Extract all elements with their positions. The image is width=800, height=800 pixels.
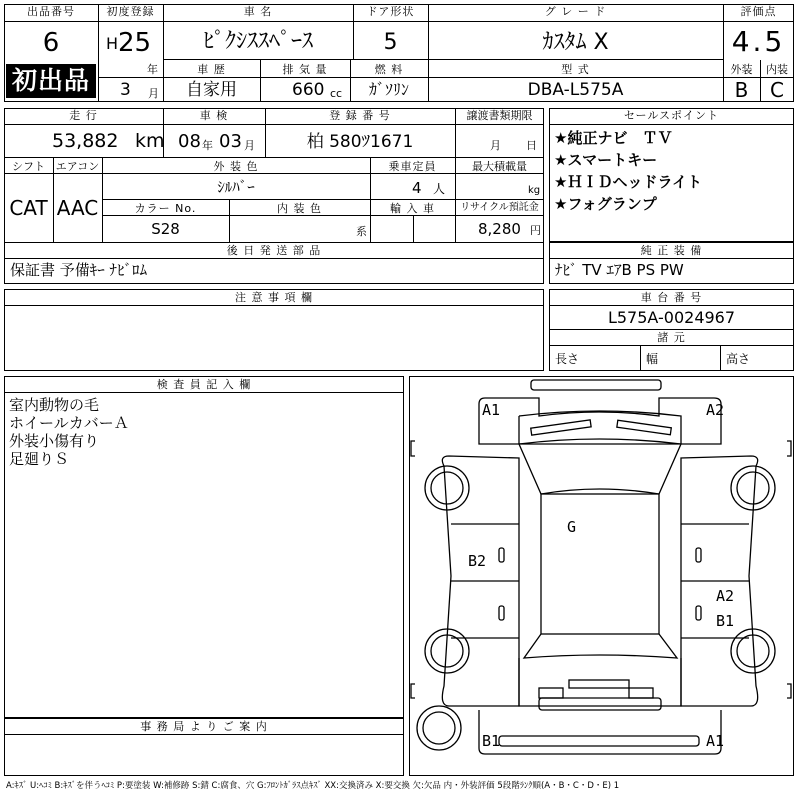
genuine-equipment-label: 純 正 装 備 xyxy=(640,244,703,257)
int-color-unit: 系 xyxy=(356,225,367,238)
reg-no: 柏 580ﾂ1671 xyxy=(306,132,414,152)
inspection-label: 車 検 xyxy=(199,109,229,122)
length-label: 長さ xyxy=(555,352,580,366)
import-label: 輸 入 車 xyxy=(390,202,435,215)
transfer-label: 譲渡書類期限 xyxy=(466,109,533,122)
history: 自家用 xyxy=(186,80,237,100)
grade-label: グ レ ー ド xyxy=(544,5,607,18)
first-reg-year-unit: 年 xyxy=(147,63,158,76)
capacity-label: 乗車定員 xyxy=(388,160,437,173)
damage-mark-right-side-b: B1 xyxy=(716,612,735,630)
inspector-label: 検 査 員 記 入 欄 xyxy=(156,378,252,391)
mileage-unit: km xyxy=(135,130,165,152)
later-parts: 保証書 予備ｷｰ ﾅﾋﾞﾛﾑ xyxy=(10,261,148,279)
lot-number-label: 出品番号 xyxy=(27,5,75,18)
inspector-note: 外装小傷有り xyxy=(9,432,100,450)
damage-mark-front-right: A2 xyxy=(706,401,725,419)
ext-color-label: 外 装 色 xyxy=(213,160,259,173)
color-no: S28 xyxy=(151,220,180,238)
specs-label: 諸 元 xyxy=(657,331,686,344)
office-label: 事 務 局 よ り ご 案 内 xyxy=(140,720,268,733)
transfer-day-unit: 日 xyxy=(526,139,537,152)
model: DBA-L575A xyxy=(527,80,624,100)
int-color-label: 内 装 色 xyxy=(277,202,322,215)
ac: AAC xyxy=(56,196,99,220)
genuine-equipment: ﾅﾋﾞ TV ｴｱB PS PW xyxy=(555,261,684,279)
max-load-label: 最大積載量 xyxy=(472,160,527,173)
legend: A:ｷｽﾞ U:ﾍｺﾐ B:ｷｽﾞを伴うﾍｺﾐ P:要塗装 W:補修跡 S:錆 C:腐食、穴 G:ﾌﾛﾝﾄｶﾞﾗｽ点ｷｽﾞ XX:交換済み X:要交換 欠:欠品 内・外装評価 5段階ﾗﾝｸ順(A・B・C・D・E) 1 xyxy=(6,781,620,791)
first-reg-month-unit: 月 xyxy=(148,87,159,100)
recycle-label: リサイクル預託金 xyxy=(460,202,539,213)
exterior-grade: B xyxy=(734,78,749,102)
grade: ｶｽﾀﾑ X xyxy=(542,30,609,55)
chassis-label: 車 台 番 号 xyxy=(640,291,703,304)
damage-mark-right-side-a: A2 xyxy=(716,587,735,605)
door-label: ドア形状 xyxy=(366,5,415,18)
sales-point-item: ★フォグランプ xyxy=(554,195,657,213)
width-label: 幅 xyxy=(646,352,659,366)
door: 5 xyxy=(383,30,398,55)
first-reg-era: H xyxy=(106,34,119,53)
lot-number: 6 xyxy=(42,28,60,58)
model-label: 型 式 xyxy=(561,63,590,76)
inspection-year-unit: 年 xyxy=(202,139,213,152)
inspector-note: ホイールカバーＡ xyxy=(9,414,129,432)
interior-label: 内装 xyxy=(766,63,788,76)
damage-mark-glass: G xyxy=(567,518,577,536)
first-reg-month: 3 xyxy=(120,80,131,100)
interior-grade: C xyxy=(770,78,784,102)
ext-color: ｼﾙﾊﾞｰ xyxy=(217,178,255,196)
mileage: 53,882 xyxy=(52,130,119,152)
car-diagram xyxy=(409,376,794,776)
sales-points-label: セールスポイント xyxy=(623,109,719,122)
damage-mark-front-left: A1 xyxy=(482,401,501,419)
displacement-unit: cc xyxy=(330,87,343,100)
mileage-label: 走 行 xyxy=(69,109,98,122)
ac-label: エアコン xyxy=(55,160,100,173)
sales-point-item: ★ＨＩＤヘッドライト xyxy=(554,173,702,191)
caution-label: 注 意 事 項 欄 xyxy=(235,291,313,304)
shift: CAT xyxy=(9,196,48,220)
history-label: 車 歴 xyxy=(197,63,226,76)
first-reg-label: 初度登録 xyxy=(106,5,155,18)
recycle: 8,280 xyxy=(478,220,521,238)
inspection-month-unit: 月 xyxy=(244,139,255,152)
fuel-label: 燃 料 xyxy=(374,63,404,76)
shift-label: シフト xyxy=(12,160,45,173)
first-listing-badge: 初出品 xyxy=(6,64,96,98)
reg-no-label: 登 録 番 号 xyxy=(329,109,391,122)
recycle-unit: 円 xyxy=(530,224,541,237)
displacement-label: 排 気 量 xyxy=(282,63,328,76)
inspection-year: 08 xyxy=(178,131,201,152)
sales-point-item: ★純正ナビ ＴＶ xyxy=(554,129,673,147)
color-no-label: カラー No. xyxy=(134,202,197,215)
damage-mark-rear-right: A1 xyxy=(706,732,725,750)
first-reg-year: 25 xyxy=(118,28,152,58)
damage-mark-left-side: B2 xyxy=(468,552,487,570)
capacity: 4 xyxy=(412,179,422,197)
transfer-month-unit: 月 xyxy=(490,139,501,152)
score: 4.5 xyxy=(731,25,786,58)
inspector-note: 足廻りＳ xyxy=(9,450,70,468)
damage-mark-rear-left: B1 xyxy=(482,732,501,750)
capacity-unit: 人 xyxy=(433,182,446,196)
sales-point-item: ★スマートキー xyxy=(554,151,658,169)
later-parts-label: 後 日 発 送 部 品 xyxy=(226,244,322,257)
score-label: 評価点 xyxy=(740,5,777,18)
fuel: ｶﾞｿﾘﾝ xyxy=(368,80,409,99)
car-name-label: 車 名 xyxy=(243,5,273,18)
inspection-month: 03 xyxy=(219,131,242,152)
car-name: ﾋﾟｸｼｽｽﾍﾟｰｽ xyxy=(202,29,313,54)
displacement: 660 xyxy=(292,80,325,100)
inspector-note: 室内動物の毛 xyxy=(9,396,100,414)
exterior-label: 外装 xyxy=(730,63,753,76)
height-label: 高さ xyxy=(726,352,751,366)
chassis-number: L575A-0024967 xyxy=(607,308,736,327)
max-load-unit: kg xyxy=(528,185,541,196)
